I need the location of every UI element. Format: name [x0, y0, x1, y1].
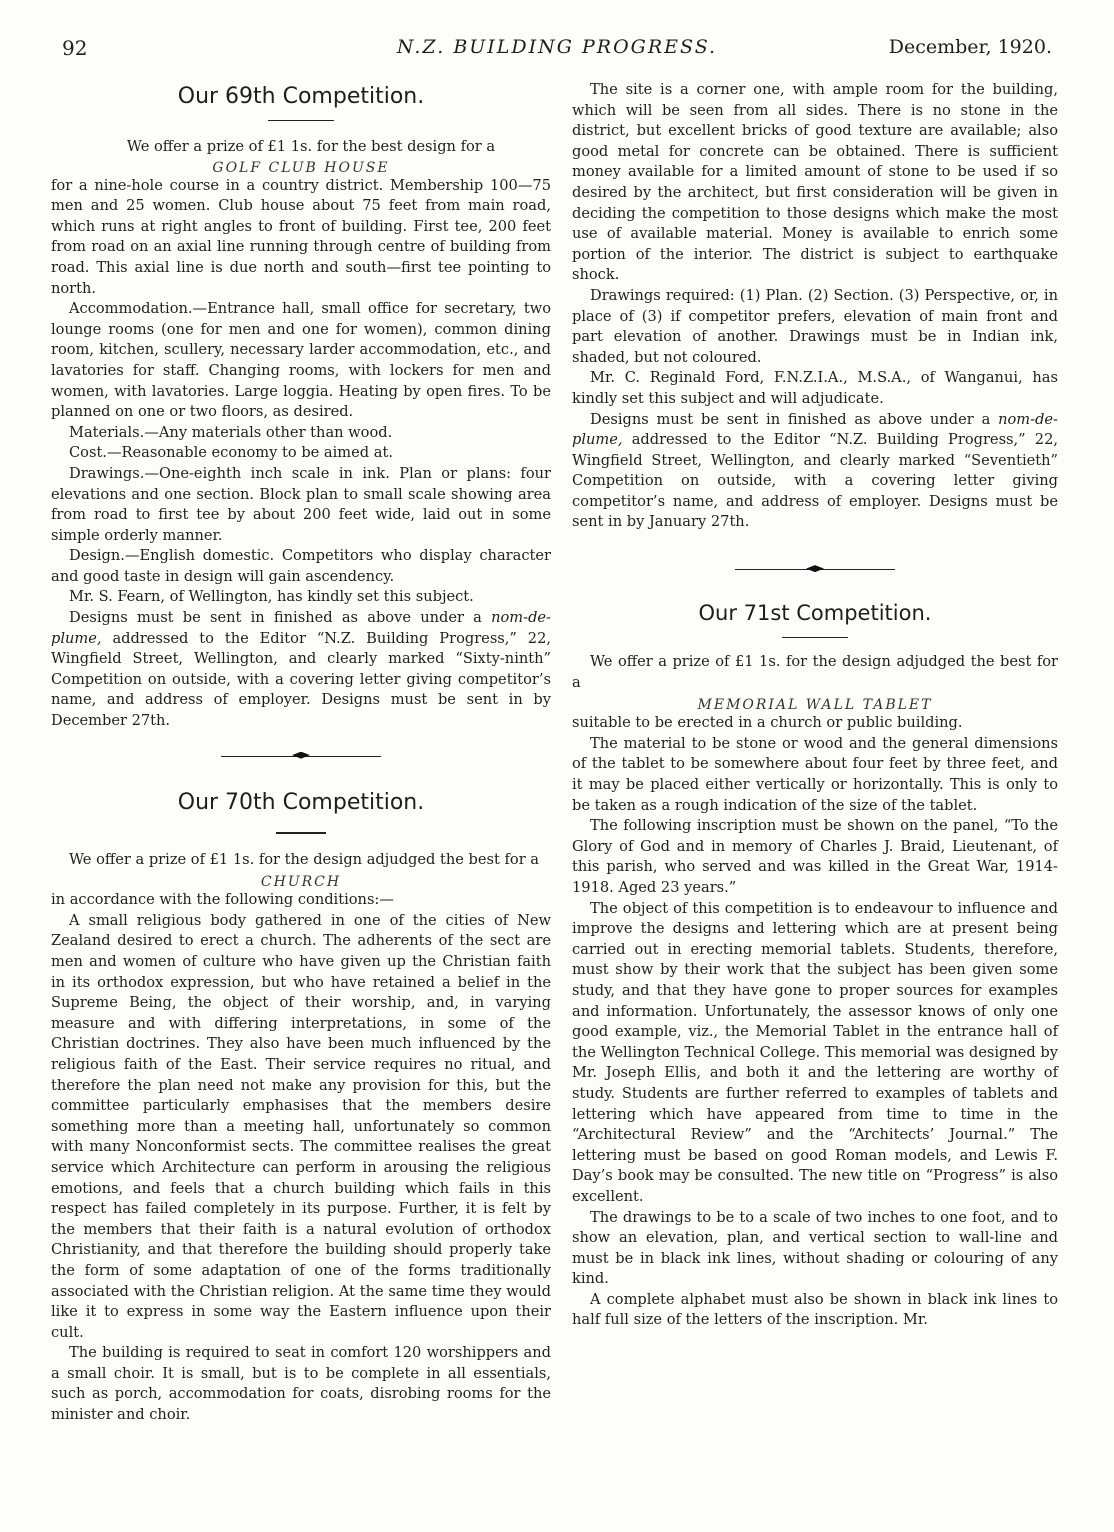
submission-text: Designs must be sent in finished as above under a [590, 410, 991, 428]
competition-71-offer: We offer a prize of £1 1s. for the design adjudged the best for a [572, 653, 1058, 691]
nom-de-plume: nom-de-plume, [572, 410, 1058, 449]
heading-rule [782, 637, 848, 638]
competition-69-offer: We offer a prize of £1 1s. for the best design for a [126, 138, 496, 155]
left-column [51, 80, 551, 1426]
competition-71-para: A complete alphabet must also be shown in black ink lines to half full size of the letters of the inscription. Mr. [572, 1290, 1058, 1329]
competition-70-para [572, 410, 1058, 534]
issue-date: December, 1920. [888, 36, 1052, 58]
competition-71 [572, 597, 1058, 1331]
submission-text: Designs must be sent in finished as above under a [69, 609, 482, 627]
competition-70-para: Mr. C. Reginald Ford, F.N.Z.I.A., M.S.A., of Wanganui, has kindly set this subject and will adjudicate. [572, 369, 1058, 407]
competition-70-offer: We offer a prize of £1 1s. for the design adjudged the best for a [69, 850, 540, 868]
competition-69-para: for a nine-hole course in a country district. Membership 100—75 men and 25 women. Club house about 75 feet from main road, which runs at right angles to front of building. First tee, 200 feet from road on an axial line running through centre of building from road. This axial line is due north and south—first tee pointing to north. [51, 176, 551, 297]
competition-71-para: The object of this competition is to endeavour to influence and improve the designs and lettering which are at present being carried out in erecting memorial tablets. Students, therefore, must show by their work that the subject has been given some study, and that they have gone to proper sources for examples and information. Unfortunately, the assessor knows of only one good example, viz., the Memorial Tablet in the entrance hall of the Wellington Technical College. This memorial was designed by Mr. Joseph Ellis, and both it and the lettering are worthy of study. Students are further referred to examples of tablets and lettering which have appeared from time to time in the “Architectural Review” and the “Architects’ Journal.” The lettering must be based on good Roman models, and Lewis F. Day’s book may be consulted. The new title on “Progress” is also excellent. [572, 899, 1058, 1205]
competition-70 [51, 786, 551, 1426]
section-ornament [221, 750, 381, 764]
competition-70-para: The building is required to seat in comfort 120 worshippers and a small choir. It is small, but is to be complete in all essentials, such as porch, accommodation for coats, disrobing rooms for the minister and choir. [51, 1344, 551, 1424]
competition-69-subject: GOLF CLUB HOUSE [212, 159, 390, 176]
heading-rule [276, 832, 326, 834]
competition-70-para: A small religious body gathered in one of the cities of New Zealand desired to erect a church. The adherents of the sect are men and women of culture who have given up the Christian faith in its orthodox expression, but who have retained a belief in the Supreme Being, the object of their worship, and, in varying measure and with differing interpretations, in some of the Christian doctrines. They also have been much influenced by the religious faith of the East. Their service requires no ritual, and therefore the plan need not make any provision for this, but the committee particularly emphasises that the members desire something more than a meeting hall, unfortunately so common with many Nonconformist sects. The committee realises the great service which Architecture can perform in arousing the religious emotions, and feels that a church building which fails in this respect has failed completely in its purpose. Further, it is felt by the members that their faith is a natural evolution of orthodox Christianity, and that therefore the building should properly take the form of some adaptation of one of the forms traditionally associated with the Christian religion. At the same time they would like it to express in some way the Eastern influence upon their cult. [51, 911, 551, 1341]
competition-69-para: Drawings.—One-eighth inch scale in ink. Plan or plans: four elevations and one section. Block plan to small scale showing area from road to first tee by about 200 feet wide, laid out in some simple orderly manner. [51, 464, 551, 544]
competition-70-para: The site is a corner one, with ample room for the building, which will be seen from all sides. There is no stone in the district, but excellent bricks of good texture are available; also good metal for concrete can be obtained. There is sufficient money available for a limited amount of stone to be used if so desired by the architect, but first consideration will be given in deciding the competition to those designs which make the most use of available material. Money is available to enrich some portion of the interior. The district is subject to earthquake shock. [572, 81, 1058, 284]
competition-69-heading: Our 69th Competition. [177, 84, 425, 109]
nom-de-plume: nom-de-plume, [51, 609, 551, 647]
competition-69-para: Accommodation.—Entrance hall, small office for secretary, two lounge rooms (one for men and one for women), common dining room, kitchen, scullery, necessary larder accommodation, etc., and lavatories for staff. Changing rooms, with lockers for men and women, with lavatories. Large loggia. Heating by open fires. To be planned on one or two floors, as desired. [51, 300, 551, 421]
competition-71-para: The drawings to be to a scale of two inches to one foot, and to show an elevation, plan, and vertical section to wall-line and must be in black ink lines, without shading or colouring of any kind. [572, 1208, 1058, 1288]
page-number: 92 [62, 36, 88, 60]
competition-70-para: in accordance with the following conditions:— [51, 891, 394, 909]
competition-69-para: Materials.—Any materials other than wood. [69, 423, 393, 441]
journal-title: N.Z. BUILDING PROGRESS. [396, 36, 718, 58]
competition-69-para: Cost.—Reasonable economy to be aimed at. [69, 444, 393, 462]
section-ornament [735, 563, 895, 577]
competition-70-heading: Our 70th Competition. [177, 789, 425, 815]
competition-71-subject: MEMORIAL WALL TABLET [697, 697, 933, 714]
competition-69 [51, 80, 551, 732]
competition-71-para: The following inscription must be shown on the panel, “To the Glory of God and in memory of Charles J. Braid, Lieutenant, of this parish, who served and was killed in the Great War, 1914-1918. Aged 23 years.” [572, 817, 1058, 896]
competition-71-para: The material to be stone or wood and the general dimensions of the tablet to be somewhere about four feet by three feet, and it may be placed either vertically or horizontally. This is only to be taken as a rough indication of the size of the tablet. [572, 734, 1058, 814]
submission-text: addressed to the Editor “N.Z. Building Progress,” 22, Wingfield Street, Wellington, and clearly marked “Seventieth” Competition on outside, with a covering letter giving competitor’s name, and address of employer. Designs must be sent in by January 27th. [572, 431, 1058, 531]
competition-71-para: suitable to be erected in a church or public building. [572, 714, 963, 732]
submission-text: addressed to the Editor “N.Z. Building Progress,” 22, Wingfield Street, Wellington, and clearly marked “Sixty-ninth” Competition on outside, with a covering letter giving competitor’s name, and address of employer. Designs must be sent in by December 27th. [51, 629, 551, 730]
competition-70-subject: CHURCH [260, 874, 342, 891]
competition-71-heading: Our 71st Competition. [698, 601, 932, 626]
page-header [62, 36, 1052, 60]
competition-69-para: Mr. S. Fearn, of Wellington, has kindly set this subject. [69, 588, 474, 606]
competition-70-para: Drawings required: (1) Plan. (2) Section. (3) Perspective, or, in place of (3) if competitor prefers, elevation of main front and part elevation of another. Drawings must be in Indian ink, shaded, but not coloured. [572, 286, 1058, 366]
heading-rule [268, 120, 334, 121]
right-column [572, 80, 1058, 1331]
competition-69-para [51, 608, 551, 732]
competition-69-para: Design.—English domestic. Competitors who display character and good taste in design will gain ascendency. [51, 547, 551, 585]
